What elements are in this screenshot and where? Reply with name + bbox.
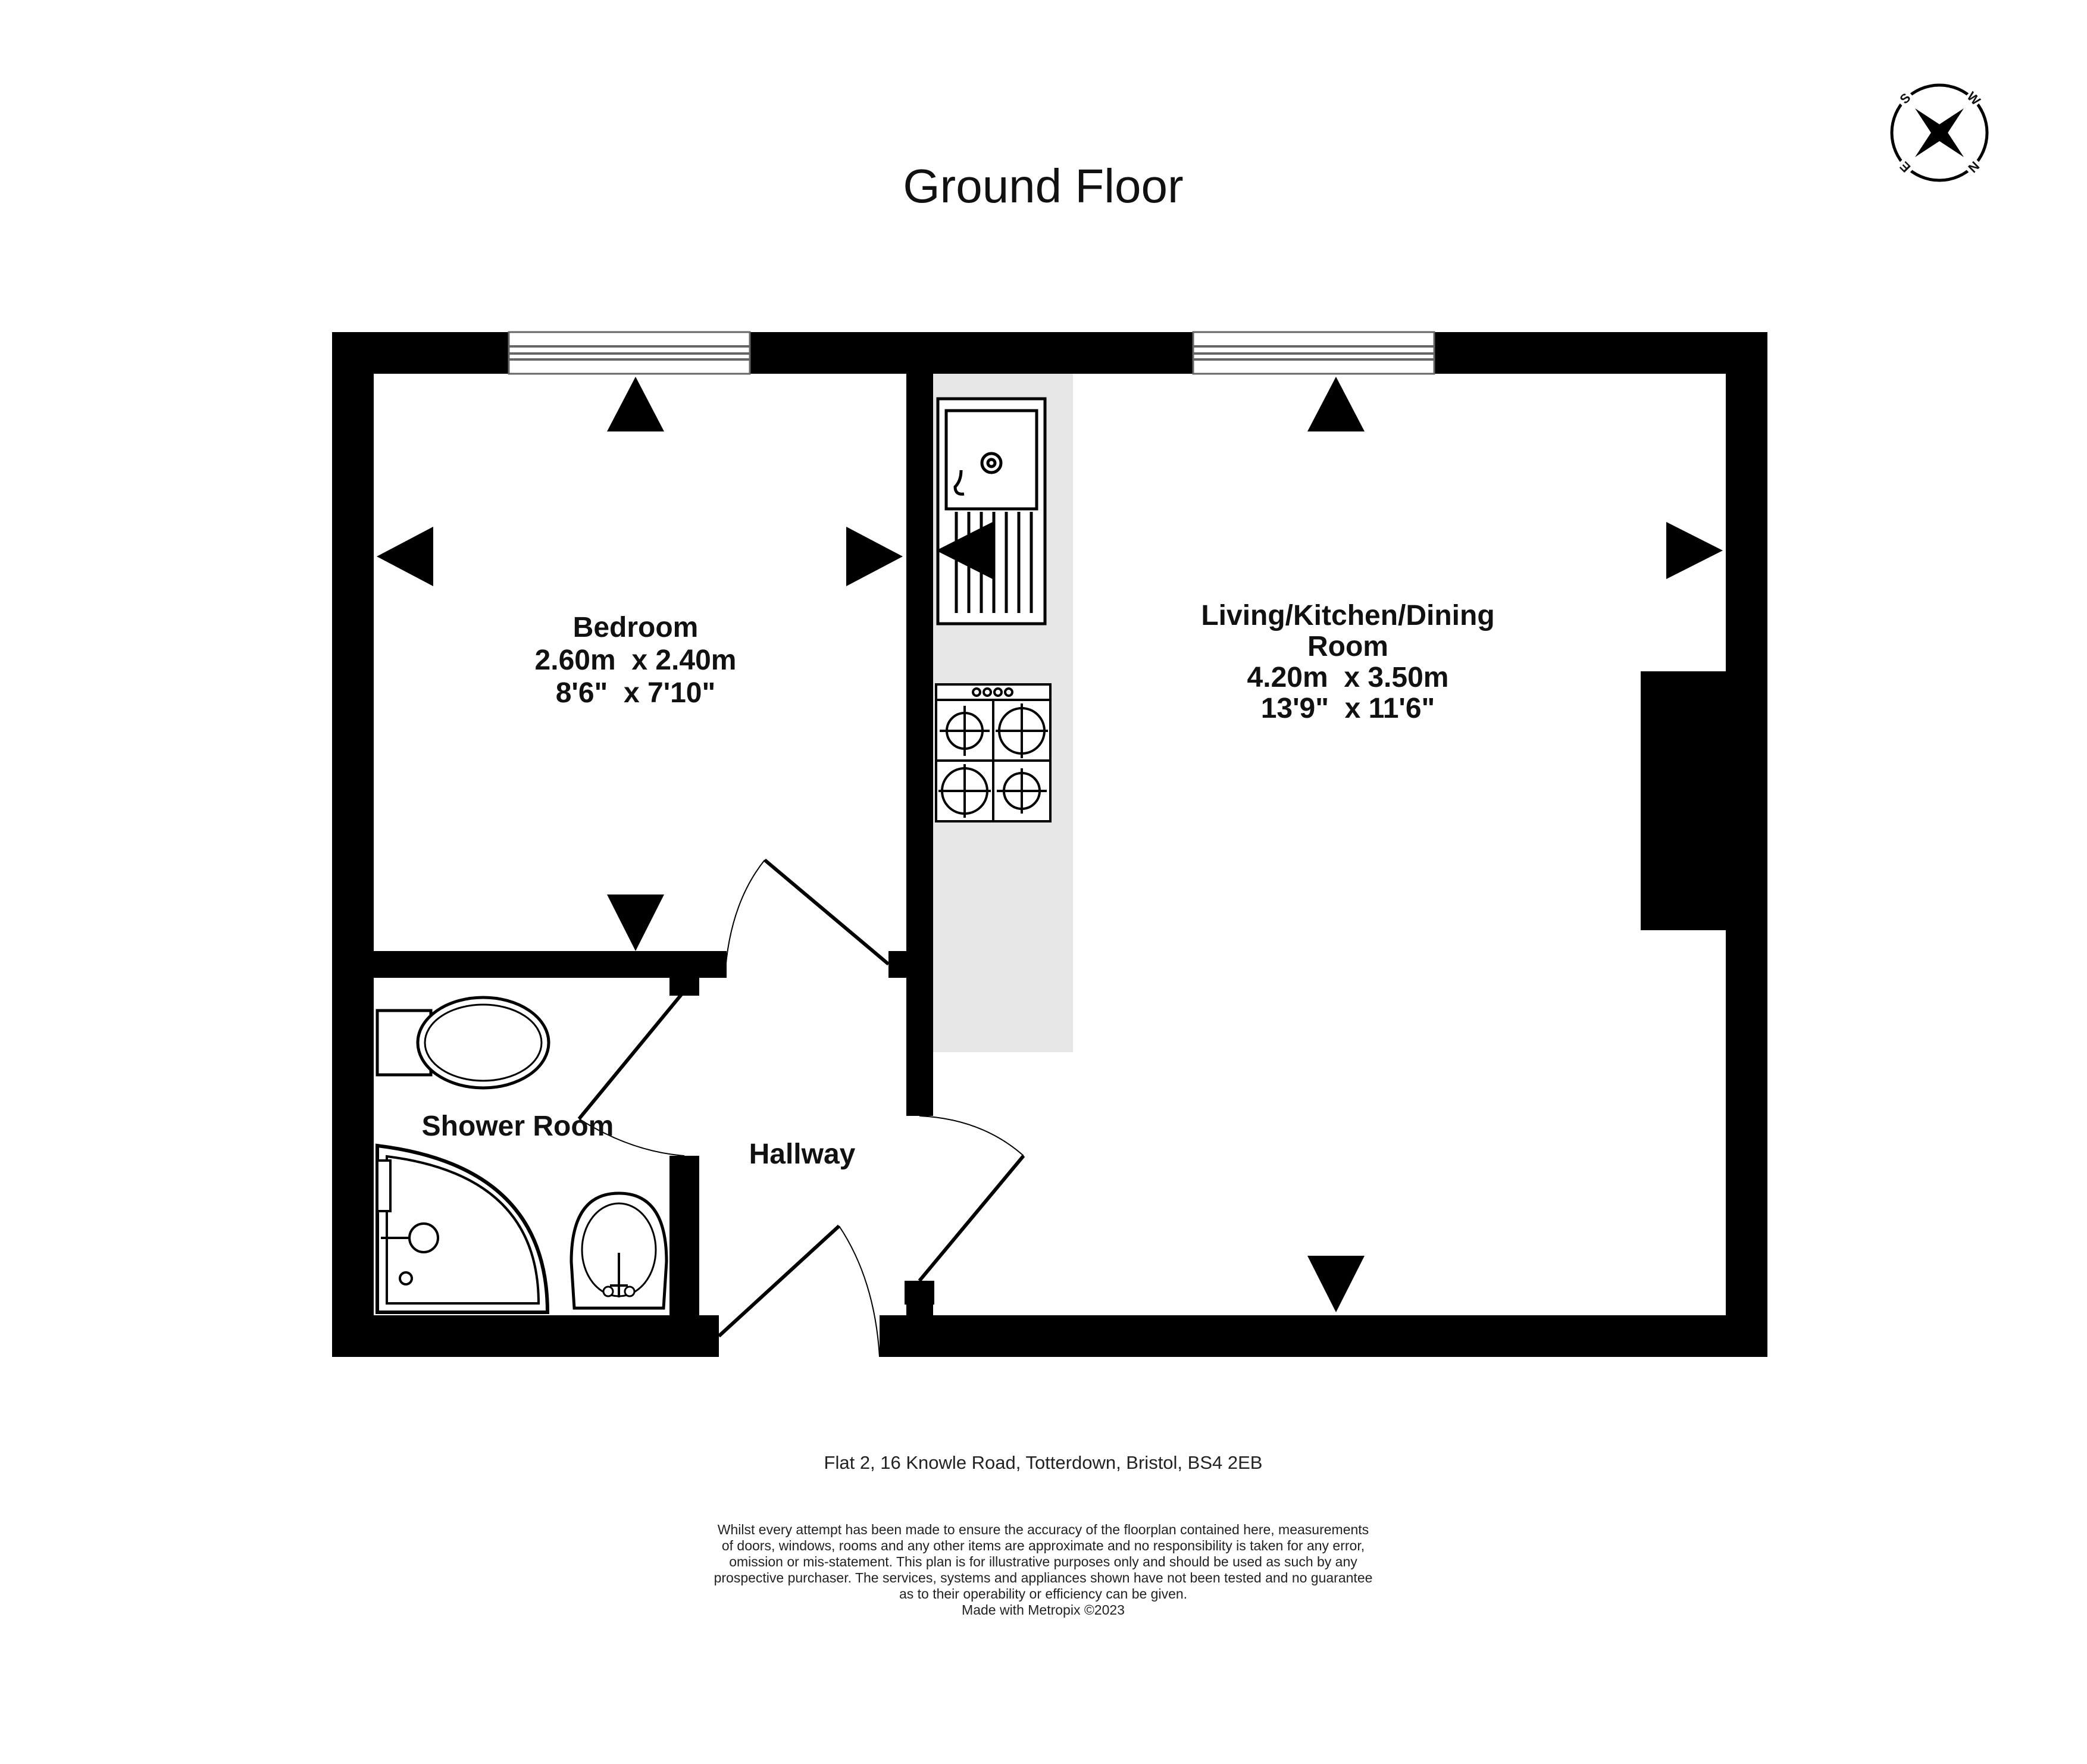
room-label-hallway: Hallway	[749, 1139, 856, 1170]
toilet-icon	[377, 997, 549, 1088]
sink-icon	[938, 399, 1045, 624]
living-imperial: 13'9" x 11'6"	[1260, 693, 1435, 724]
bedroom-name: Bedroom	[572, 612, 699, 643]
door-living	[919, 1116, 1024, 1281]
disclaimer-line-1: Whilst every attempt has been made to ensure the accuracy of the floorplan contained here, measurements	[717, 1522, 1369, 1537]
compass-letter-s: S	[1897, 90, 1914, 107]
door-bedroom	[725, 860, 888, 978]
compass-letter-w: W	[1964, 89, 1983, 108]
disclaimer	[714, 1522, 1373, 1618]
window-living	[1193, 332, 1434, 374]
living-name-line1: Living/Kitchen/Dining	[1201, 600, 1495, 631]
disclaimer-line-6: Made with Metropix ©2023	[962, 1602, 1125, 1618]
disclaimer-line-2: of doors, windows, rooms and any other items are approximate and no responsibility is taken for any error,	[721, 1538, 1365, 1553]
room-label-living	[1201, 600, 1494, 724]
bedroom-metric: 2.60m x 2.40m	[534, 645, 737, 676]
room-label-bedroom	[535, 612, 737, 709]
window-bedroom	[509, 332, 750, 374]
door-front	[719, 1226, 880, 1357]
room-label-shower: Shower Room	[421, 1111, 614, 1142]
compass-icon	[1860, 53, 2020, 213]
shower-icon	[377, 1146, 547, 1312]
floor-title: Ground Floor	[903, 159, 1184, 212]
basin-icon	[571, 1193, 667, 1308]
disclaimer-line-4: prospective purchaser. The services, systems and appliances shown have not been tested and no guarantee	[714, 1570, 1373, 1585]
disclaimer-line-5: as to their operability or efficiency can be given.	[899, 1586, 1188, 1602]
hob-icon	[936, 684, 1050, 821]
compass-letter-e: E	[1897, 158, 1914, 176]
disclaimer-line-3: omission or mis-statement. This plan is for illustrative purposes only and should be used as such by any	[729, 1554, 1357, 1569]
living-name-line2: Room	[1307, 631, 1388, 662]
bedroom-imperial: 8'6" x 7'10"	[555, 677, 716, 709]
compass-letter-n: N	[1965, 158, 1983, 176]
living-metric: 4.20m x 3.50m	[1247, 662, 1449, 693]
property-address: Flat 2, 16 Knowle Road, Totterdown, Bristol, BS4 2EB	[824, 1452, 1263, 1473]
